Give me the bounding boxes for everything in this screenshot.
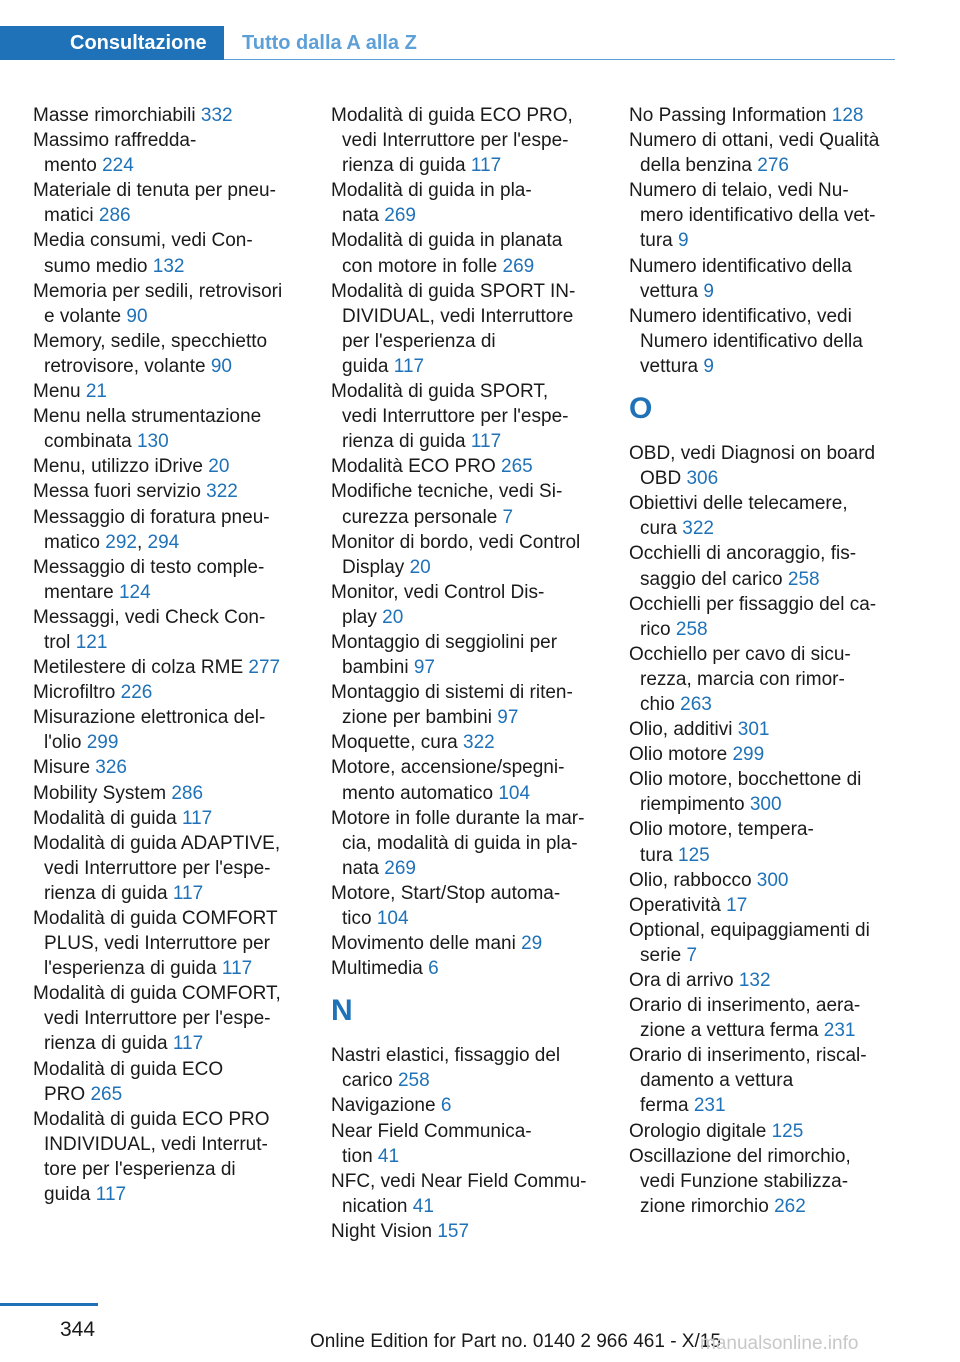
- index-entry-text: Misure: [33, 757, 96, 779]
- page-reference-link[interactable]: 97: [497, 707, 519, 729]
- index-entry-text: Multimedia: [331, 958, 429, 980]
- index-entry-text: tura: [640, 230, 679, 252]
- index-entry-text: Motore, Start/Stop automa-: [331, 882, 561, 904]
- index-entry-text: vettura: [640, 355, 704, 377]
- page-reference-link[interactable]: 21: [85, 381, 107, 403]
- index-entry-text: No Passing Information: [629, 105, 832, 126]
- page-number: 344: [60, 1318, 96, 1341]
- page-reference-link[interactable]: 121: [75, 631, 108, 653]
- index-entry-text: saggio del carico: [640, 568, 788, 590]
- index-entry-text: Numero identificativo della: [629, 255, 852, 277]
- index-entry-text: e volante: [44, 305, 127, 327]
- page-reference-link[interactable]: 263: [680, 693, 712, 715]
- page-reference-link[interactable]: 258: [675, 618, 708, 640]
- index-entry-text: mentare: [44, 581, 119, 603]
- index-entry-text: mento: [44, 155, 103, 177]
- index-entry: [629, 254, 899, 304]
- index-entry: [331, 806, 597, 881]
- index-entry: [629, 817, 899, 867]
- index-entry-text: Olio motore, bocchettone di: [629, 769, 862, 791]
- index-entry-text: serie: [640, 944, 687, 966]
- page-reference-link[interactable]: 6: [440, 1095, 452, 1117]
- index-entry: [629, 918, 899, 968]
- index-entry: [33, 329, 299, 379]
- index-entry-text: Oscillazione del rimorchio,: [629, 1145, 851, 1167]
- index-entry: [33, 178, 299, 228]
- page-reference-link[interactable]: 332: [200, 105, 233, 126]
- page-reference-link[interactable]: 125: [771, 1120, 804, 1142]
- page-reference-link[interactable]: 104: [498, 782, 531, 804]
- index-entry-text: guida: [44, 1184, 96, 1206]
- index-entry-text: guida: [342, 355, 394, 377]
- index-entry: [629, 441, 899, 491]
- page-reference-link[interactable]: 117: [470, 155, 502, 177]
- page-reference-link[interactable]: 20: [208, 456, 230, 478]
- index-entry-text: rezza, marcia con rimor-: [640, 668, 845, 690]
- index-entry-text: Obiettivi delle telecamere,: [629, 493, 848, 515]
- page-reference-link[interactable]: 269: [502, 255, 535, 277]
- index-entry-text: Orario di inserimento, aera-: [629, 995, 861, 1017]
- page-reference-link[interactable]: 132: [738, 970, 771, 991]
- index-entry-text: Memoria per sedili, retrovisori: [33, 280, 283, 302]
- page-reference-link[interactable]: 286: [171, 782, 204, 804]
- index-entry-text: mero identificativo della vet-: [640, 205, 876, 227]
- page-reference-link[interactable]: 277: [248, 657, 281, 679]
- index-entry: [331, 931, 597, 956]
- index-entry: [331, 680, 597, 730]
- index-entry-text: Masse rimorchiabili: [33, 105, 201, 126]
- index-entry-text: Messa fuori servizio: [33, 481, 207, 503]
- index-entry-text: matici: [44, 205, 99, 227]
- index-entry: [33, 1057, 299, 1107]
- index-entry-text: Display: [342, 556, 410, 578]
- page-reference-link[interactable]: 299: [732, 744, 765, 766]
- page-reference-link[interactable]: 258: [787, 568, 820, 590]
- index-entry-text: Monitor, vedi Control Dis-: [331, 581, 545, 603]
- index-entry: [33, 806, 299, 831]
- index-entry-text: curezza personale: [342, 506, 503, 528]
- index-entry: Messaggio di foratura pneu- matico 292, 294: [33, 506, 270, 553]
- index-entry: [629, 1043, 899, 1118]
- page-reference-link[interactable]: 117: [393, 355, 425, 377]
- page-reference-link[interactable]: 224: [102, 155, 134, 177]
- index-entry: [33, 228, 299, 278]
- page-reference-link[interactable]: 299: [86, 732, 119, 754]
- index-entry-text: carico: [342, 1070, 398, 1092]
- index-entry-text: bambini: [342, 657, 414, 679]
- page-reference-link[interactable]: 20: [409, 556, 431, 578]
- index-entry: [33, 555, 299, 605]
- index-entry-text: rienza di guida: [342, 155, 471, 177]
- tab-tutto-dalla-a-alla-z[interactable]: Tutto dalla A alla Z: [242, 32, 417, 54]
- page-reference-link[interactable]: 104: [376, 908, 409, 929]
- index-entry: [331, 1093, 597, 1118]
- index-entry-text: per l'esperienza di: [342, 330, 496, 352]
- index-entry-text: play: [342, 606, 383, 628]
- index-entry: [33, 479, 299, 504]
- index-column-1: [33, 103, 299, 1207]
- index-entry-text: Olio motore: [629, 744, 733, 766]
- footer-accent-bar: [0, 1303, 98, 1306]
- page-reference-link[interactable]: 117: [172, 1033, 204, 1055]
- page-reference-link[interactable]: 231: [823, 1020, 856, 1042]
- page-reference-link[interactable]: 258: [397, 1070, 430, 1092]
- index-entry: [331, 956, 597, 981]
- index-entry-text: Occhielli di ancoraggio, fis-: [629, 543, 857, 565]
- index-entry-text: ferma: [640, 1095, 694, 1117]
- page-reference-link[interactable]: 29: [521, 933, 543, 955]
- header-rule: [224, 59, 895, 60]
- page-reference-link[interactable]: 117: [221, 958, 253, 980]
- page-reference-link[interactable]: 90: [126, 305, 148, 327]
- index-entry: [629, 742, 899, 767]
- page-reference-link[interactable]: 117: [470, 431, 502, 453]
- index-entry-text: Menu nella strumentazione: [33, 406, 262, 428]
- index-entry: [331, 881, 597, 931]
- index-entry-text: damento a vettura: [640, 1070, 794, 1092]
- index-entry-text: Misurazione elettronica del-: [33, 707, 266, 729]
- page-reference-link[interactable]: 130: [136, 431, 169, 453]
- index-entry: [331, 530, 597, 580]
- page-reference-link[interactable]: 262: [774, 1195, 806, 1217]
- index-entry-text: vedi Funzione stabilizza-: [640, 1170, 849, 1192]
- index-entry: [331, 1219, 597, 1244]
- header-tabbar: [0, 26, 895, 60]
- index-entry: [629, 1144, 899, 1219]
- index-entry: [33, 404, 299, 454]
- index-entry-text: Modalità di guida in pla-: [331, 180, 532, 202]
- index-entry-text: l'olio: [44, 732, 87, 754]
- page-reference-link[interactable]: 7: [502, 506, 514, 528]
- index-entry: [629, 767, 899, 817]
- page-reference-link[interactable]: 322: [206, 481, 238, 503]
- index-entry: [33, 655, 299, 680]
- index-entry-text: Orario di inserimento, riscal-: [629, 1045, 867, 1067]
- index-entry: [331, 479, 597, 529]
- index-entry: [629, 868, 899, 893]
- page-reference-link[interactable]: 128: [831, 105, 864, 126]
- index-entry-text: Materiale di tenuta per pneu-: [33, 180, 276, 202]
- page-reference-link[interactable]: 17: [726, 894, 748, 916]
- index-section-letter: N: [331, 994, 353, 1028]
- index-entry: [331, 103, 597, 178]
- index-entry: [331, 228, 597, 278]
- index-entry-text: retrovisore, volante: [44, 355, 211, 377]
- index-entry: [33, 454, 299, 479]
- page-reference-link[interactable]: 322: [682, 518, 714, 540]
- index-entry-text: nication: [342, 1195, 413, 1217]
- index-entry: [33, 279, 299, 329]
- index-entry: [629, 968, 899, 993]
- page-reference-link[interactable]: 265: [90, 1083, 123, 1105]
- index-entry: [629, 642, 899, 717]
- index-entry: [629, 592, 899, 642]
- index-entry-text: Numero identificativo, vedi: [629, 305, 852, 327]
- page-reference-link[interactable]: 326: [95, 757, 127, 779]
- index-entry-text: con motore in folle: [342, 255, 503, 277]
- index-entry-text: Mobility System: [33, 782, 172, 804]
- page-reference-link[interactable]: 322: [463, 732, 495, 754]
- index-entry-text: OBD: [640, 468, 687, 490]
- index-entry-text: mento automatico: [342, 782, 499, 804]
- index-entry-text: tion: [342, 1145, 378, 1167]
- page-reference-link[interactable]: 41: [377, 1145, 400, 1167]
- index-entry: [331, 178, 597, 228]
- index-entry: [331, 1043, 597, 1093]
- page-reference-link[interactable]: 300: [749, 794, 782, 816]
- index-entry-text: Modalità di guida SPORT IN-: [331, 280, 576, 302]
- page-reference-link[interactable]: 20: [382, 606, 404, 628]
- index-entry-text: Montaggio di sistemi di riten-: [331, 682, 573, 704]
- index-entry: [33, 128, 299, 178]
- index-entry: [331, 580, 597, 630]
- index-entry: [629, 893, 899, 918]
- page-reference-link[interactable]: 300: [756, 869, 789, 891]
- index-entry-text: chio: [640, 693, 681, 715]
- index-entry-text: Messaggi, vedi Check Con-: [33, 606, 266, 628]
- index-entry: [331, 1119, 597, 1169]
- index-entry-text: Modalità di guida ECO PRO,: [331, 105, 573, 126]
- page-reference-link[interactable]: 7: [686, 944, 698, 966]
- page-reference-link[interactable]: 269: [384, 857, 416, 879]
- index-entry-text: Occhiello per cavo di sicu-: [629, 643, 851, 665]
- index-entry-text: Menu, utilizzo iDrive: [33, 456, 209, 478]
- index-entry-text: nata: [342, 857, 385, 879]
- index-entry-text: l'esperienza di guida: [44, 958, 222, 980]
- index-entry-text: Messaggio di foratura pneu-: [33, 506, 270, 528]
- index-entry-text: Modalità di guida: [33, 807, 182, 829]
- index-entry-text: Orologio digitale: [629, 1120, 772, 1142]
- index-entry-text: nata: [342, 205, 385, 227]
- index-entry-text: Modalità di guida in planata: [331, 230, 563, 252]
- index-entry-text: Modalità di guida SPORT,: [331, 381, 549, 403]
- page-reference-link[interactable]: 9: [678, 230, 689, 252]
- index-entry-text: Modalità di guida ECO: [33, 1058, 224, 1080]
- index-entry-text: Moquette, cura: [331, 732, 464, 754]
- index-entry-text: Modifiche tecniche, vedi Si-: [331, 481, 563, 503]
- index-entry-text: Near Field Communica-: [331, 1120, 532, 1142]
- page-reference-link[interactable]: 132: [152, 255, 185, 277]
- index-entry-text: Night Vision: [331, 1220, 438, 1242]
- index-entry-text: rienza di guida: [44, 882, 173, 904]
- index-entry-text: Memory, sedile, specchietto: [33, 330, 268, 352]
- index-entry: [33, 781, 299, 806]
- index-entry-text: Occhielli per fissaggio del ca-: [629, 593, 877, 615]
- index-entry-text: PRO: [44, 1083, 91, 1105]
- index-entry-text: sumo medio: [44, 255, 153, 277]
- index-entry: [629, 993, 899, 1043]
- index-entry-text: Messaggio di testo comple-: [33, 556, 265, 578]
- index-entry-text: Montaggio di seggiolini per: [331, 631, 558, 653]
- index-entry-text: trol: [44, 631, 76, 653]
- index-entry-text: Optional, equipaggiamenti di: [629, 919, 870, 941]
- index-entry: [33, 981, 299, 1056]
- index-entry-text: Motore in folle durante la mar-: [331, 807, 585, 829]
- page-reference-link[interactable]: 157: [437, 1220, 470, 1242]
- index-entry-text: rienza di guida: [44, 1033, 173, 1055]
- index-entry-text: zione per bambini: [342, 707, 498, 729]
- page-reference-link[interactable]: 117: [181, 807, 213, 829]
- page-reference-link[interactable]: 6: [428, 958, 439, 980]
- page-reference-link[interactable]: 97: [413, 657, 435, 679]
- index-entry-text: tico: [342, 908, 377, 929]
- index-entry-text: Ora di arrivo: [629, 970, 739, 991]
- index-entry-text: zione a vettura ferma: [640, 1020, 824, 1042]
- footer-edition-text: Online Edition for Part no. 0140 2 966 461 - X/15: [310, 1331, 721, 1352]
- index-entry-text: Massimo raffredda-: [33, 130, 197, 152]
- index-entry: [33, 1107, 299, 1207]
- index-entry-text: Media consumi, vedi Con-: [33, 230, 253, 252]
- index-entry-text: riempimento: [640, 794, 750, 816]
- page-reference-link[interactable]: 9: [703, 280, 714, 302]
- index-entry-text: Menu: [33, 381, 86, 403]
- page-reference-link[interactable]: 9: [703, 355, 714, 377]
- index-entry-text: Numero di telaio, vedi Nu-: [629, 180, 849, 202]
- index-entry-text: Numero identificativo della: [640, 330, 863, 352]
- index-entry-text: combinata: [44, 431, 137, 453]
- index-entry: [629, 178, 899, 253]
- index-entry-text: OBD, vedi Diagnosi on board: [629, 443, 876, 465]
- index-entry: [33, 605, 299, 655]
- index-entry-text: Modalità di guida COMFORT,: [33, 983, 281, 1005]
- index-entry-text: tore per l'esperienza di: [44, 1158, 236, 1180]
- index-entry: [33, 906, 299, 981]
- page-reference-link[interactable]: 294: [147, 531, 180, 553]
- index-entry: [331, 730, 597, 755]
- index-entry-text: Olio, rabbocco: [629, 869, 757, 891]
- index-entry-text: Modalità di guida ADAPTIVE,: [33, 832, 281, 854]
- index-entry: [331, 454, 597, 479]
- index-entry: [331, 379, 597, 454]
- index-entry: [629, 1119, 899, 1144]
- index-entry-text: Navigazione: [331, 1095, 441, 1117]
- index-entry-text: rienza di guida: [342, 431, 471, 453]
- tab-consultazione[interactable]: Consultazione: [0, 26, 224, 60]
- index-entry-text: cia, modalità di guida in pla-: [342, 832, 578, 854]
- index-entry-text: PLUS, vedi Interruttore per: [44, 933, 270, 955]
- index-entry-text: Olio, additivi: [629, 719, 738, 741]
- page-reference-link[interactable]: 231: [693, 1095, 726, 1117]
- index-entry: [33, 103, 299, 128]
- index-entry-text: Modalità di guida COMFORT: [33, 908, 278, 929]
- index-column-3: [629, 103, 899, 1219]
- index-section-letter: O: [629, 392, 653, 426]
- index-entry-text: rico: [640, 618, 676, 640]
- index-entry-text: Olio motore, tempera-: [629, 819, 814, 841]
- index-column-2: [331, 103, 597, 1244]
- page-reference-link[interactable]: 41: [412, 1195, 434, 1217]
- index-entry-text: Microfiltro: [33, 682, 121, 704]
- index-entry: [33, 705, 299, 755]
- index-entry-text: Operatività: [629, 894, 727, 916]
- index-entry-text: Metilestere di colza RME: [33, 657, 249, 679]
- index-entry: [33, 680, 299, 705]
- page-reference-link[interactable]: 125: [678, 844, 710, 866]
- index-entry: [331, 279, 597, 379]
- index-entry-text: Modalità ECO PRO: [331, 456, 501, 478]
- index-entry-text: vedi Interruttore per l'espe-: [342, 130, 569, 152]
- index-entry: [629, 304, 899, 379]
- index-entry: [629, 717, 899, 742]
- index-entry-text: Motore, accensione/spegni-: [331, 757, 565, 779]
- page-reference-link[interactable]: 286: [98, 205, 131, 227]
- watermark-text: manualsonline.info: [700, 1333, 859, 1354]
- index-entry: [331, 1169, 597, 1219]
- page-reference-link[interactable]: 306: [686, 468, 719, 490]
- page-reference-link[interactable]: 301: [737, 719, 770, 741]
- index-entry-text: tura: [640, 844, 679, 866]
- index-entry: [33, 831, 299, 906]
- index-entry: [629, 491, 899, 541]
- index-entry: [33, 755, 299, 780]
- index-entry-text: Nastri elastici, fissaggio del: [331, 1045, 561, 1067]
- index-entry-text: della benzina: [640, 155, 758, 177]
- page-reference-link[interactable]: 265: [501, 456, 533, 478]
- index-entry-text: NFC, vedi Near Field Commu-: [331, 1170, 587, 1192]
- index-entry: [629, 128, 899, 178]
- index-entry-text: vettura: [640, 280, 704, 302]
- page-reference-link[interactable]: 124: [118, 581, 151, 603]
- index-entry-text: DIVIDUAL, vedi Interruttore: [342, 305, 574, 327]
- index-entry: [33, 379, 299, 404]
- page-reference-link[interactable]: 90: [210, 355, 232, 377]
- page-reference-link[interactable]: 276: [757, 155, 789, 177]
- index-entry: [629, 103, 899, 128]
- index-entry-text: vedi Interruttore per l'espe-: [342, 406, 569, 428]
- index-entry-text: INDIVIDUAL, vedi Interrut-: [44, 1133, 268, 1155]
- page-reference-link[interactable]: 117: [172, 882, 204, 904]
- index-entry-text: Monitor di bordo, vedi Control: [331, 531, 581, 553]
- index-entry: [331, 755, 597, 805]
- index-entry-text: zione rimorchio: [640, 1195, 775, 1217]
- index-entry-text: vedi Interruttore per l'espe-: [44, 1008, 271, 1030]
- index-entry-text: vedi Interruttore per l'espe-: [44, 857, 271, 879]
- index-entry: [331, 630, 597, 680]
- page-reference-link[interactable]: 269: [384, 205, 416, 227]
- index-entry: [629, 541, 899, 591]
- page-reference-link[interactable]: 226: [120, 682, 153, 704]
- page-reference-link[interactable]: 117: [95, 1184, 127, 1206]
- page-reference-link[interactable]: 292: [105, 531, 137, 553]
- index-entry-text: Modalità di guida ECO PRO: [33, 1108, 270, 1130]
- index-entry-text: cura: [640, 518, 683, 540]
- index-entry-text: matico: [44, 531, 106, 553]
- index-entry-text: Movimento delle mani: [331, 933, 522, 955]
- index-entry-text: Numero di ottani, vedi Qualità: [629, 130, 880, 152]
